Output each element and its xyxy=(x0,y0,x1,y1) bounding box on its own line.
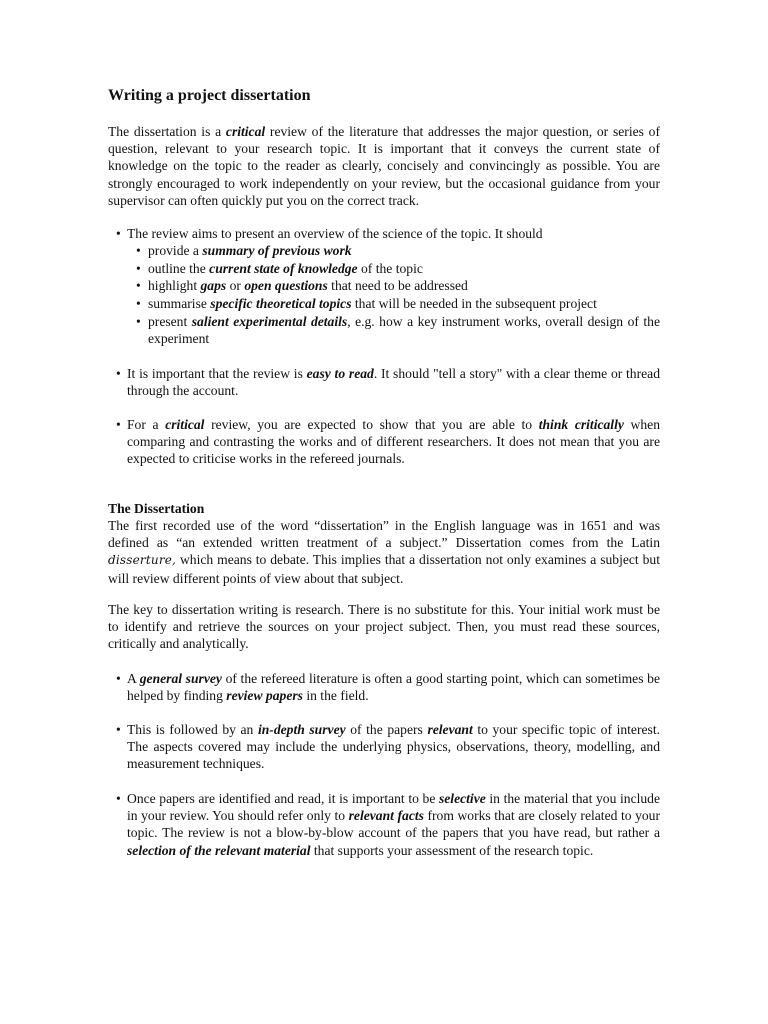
bullet-text: of the papers xyxy=(345,722,428,737)
bullet-text: A xyxy=(127,671,140,686)
sub-bullet-gaps xyxy=(136,277,660,294)
sub-bullet-summary xyxy=(136,242,660,259)
sub-bullet-theoretical xyxy=(136,295,660,312)
bullet-text: . It should "tell a story" with a clear theme or thread through the account. xyxy=(127,366,660,399)
sub-bullet-experimental xyxy=(136,313,660,347)
bullet-marker: • xyxy=(136,296,141,311)
bullet-in-depth-survey xyxy=(116,721,660,773)
bullet-marker: • xyxy=(116,722,121,737)
bullet-emphasis: selective xyxy=(438,791,486,806)
bullet-marker: • xyxy=(136,278,141,293)
sub-bullet-text: or xyxy=(226,278,245,293)
bullet-marker: • xyxy=(116,671,121,686)
sub-bullet-text: , e.g. how a key instrument works, overall design of the experiment xyxy=(148,314,660,347)
bullet-text: This is followed by an xyxy=(127,722,258,737)
sub-bullet-emphasis: specific theoretical topics xyxy=(210,296,352,311)
sub-bullet-text: summarise xyxy=(148,296,211,311)
bullet-marker: • xyxy=(116,226,121,241)
sub-bullet-text: present xyxy=(148,314,192,329)
bullet-text: review, you are expected to show that you are able to xyxy=(204,417,539,432)
bullet-review-aims xyxy=(116,225,660,242)
bullet-general-survey xyxy=(116,670,660,704)
key-paragraph: The key to dissertation writing is research. There is no substitute for this. Your initial work must be to identify and retrieve the sources on your project subject. Then, you must read these sources, critically and analytically. xyxy=(108,602,660,652)
bullet-emphasis: relevant xyxy=(427,722,473,737)
bullet-text: of the refereed literature is often a good starting point, which can sometimes be helped by finding xyxy=(127,671,660,704)
sub-bullet-text: that need to be addressed xyxy=(327,278,468,293)
bullet-emphasis: general survey xyxy=(139,671,222,686)
bullet-text: in the field. xyxy=(302,688,369,704)
bullet-text: to your specific topic of interest. The aspects covered may include the underlying physics, observations, theory, modelling, and measurement techniques. xyxy=(127,722,660,772)
bullet-emphasis: easy to read xyxy=(306,366,374,381)
bullet-emphasis: think critically xyxy=(538,417,624,432)
bullet-text: from works that are closely related to your topic. The review is not a blow-by-blow account of the papers that you have read, but rather a xyxy=(127,808,661,841)
sub-bullet-text: provide a xyxy=(148,243,203,258)
sub-bullet-text: outline the xyxy=(148,261,210,276)
sub-bullet-emphasis: summary of previous work xyxy=(202,243,352,258)
bullet-emphasis: critical xyxy=(165,417,205,432)
sub-bullet-emphasis: salient experimental details xyxy=(191,314,348,329)
section-heading-dissertation: The Dissertation xyxy=(108,501,205,516)
sub-bullet-text: that will be needed in the subsequent project xyxy=(351,296,597,311)
bullet-marker: • xyxy=(116,417,121,432)
bullet-text: in the material that you include in your review. You should refer only to xyxy=(127,791,661,824)
latin-word: disserture, xyxy=(108,553,177,568)
bullet-easy-to-read xyxy=(116,365,660,399)
page-title: Writing a project dissertation xyxy=(108,87,311,104)
intro-text-1: The dissertation is a xyxy=(108,124,226,139)
intro-paragraph xyxy=(108,123,660,209)
bullet-marker: • xyxy=(116,366,121,381)
bullet-marker: • xyxy=(136,243,141,258)
bullet-selective xyxy=(116,790,660,859)
bullet-text: that supports your assessment of the research topic. xyxy=(310,842,594,858)
bullet-marker: • xyxy=(136,314,141,329)
bullet-text: Once papers are identified and read, it is important to be xyxy=(127,791,439,806)
dissertation-text-1: The first recorded use of the word “dissertation” in the English language was in 1651 and was defined as “an extended written treatment of a subject.” Dissertation comes from the Latin xyxy=(108,518,660,551)
sub-bullet-current-state xyxy=(136,260,660,277)
bullet-text: For a xyxy=(127,417,166,432)
dissertation-paragraph xyxy=(108,517,660,587)
bullet-text: when comparing and contrasting the works and of different researchers. It does not mean that you are expected to criticise works in the refereed journals. xyxy=(127,417,660,467)
bullet-marker: • xyxy=(116,791,121,806)
sub-bullet-text: of the topic xyxy=(357,261,423,276)
bullet-critical-review xyxy=(116,416,660,468)
bullet-emphasis: in-depth survey xyxy=(257,722,346,737)
bullet-emphasis: selection of the relevant material xyxy=(127,842,311,858)
dissertation-text-2: which means to debate. This implies that a dissertation not only examines a subject but will review different points of view about that subject. xyxy=(108,552,660,586)
bullet-text: It is important that the review is xyxy=(127,366,307,381)
intro-emphasis-critical: critical xyxy=(225,124,266,139)
bullet-emphasis: review papers xyxy=(226,688,303,704)
intro-text-2: review of the literature that addresses the major question, or series of question, relevant to your research topic. It is important that it conveys the current state of knowledge on the topic to the reader as clearly, concisely and convincingly as possible. You are strongly encouraged to work independently on your review, but the occasional guidance from your supervisor can often quickly put you on the correct track. xyxy=(108,124,660,208)
review-aims-text: The review aims to present an overview of the science of the topic. It should xyxy=(127,226,543,241)
sub-bullet-emphasis: current state of knowledge xyxy=(209,261,358,276)
sub-bullet-text: highlight xyxy=(148,278,201,293)
bullet-marker: • xyxy=(136,261,141,276)
bullet-emphasis: relevant facts xyxy=(348,808,424,824)
sub-bullet-emphasis: gaps xyxy=(200,278,227,293)
sub-bullet-emphasis: open questions xyxy=(244,278,328,293)
